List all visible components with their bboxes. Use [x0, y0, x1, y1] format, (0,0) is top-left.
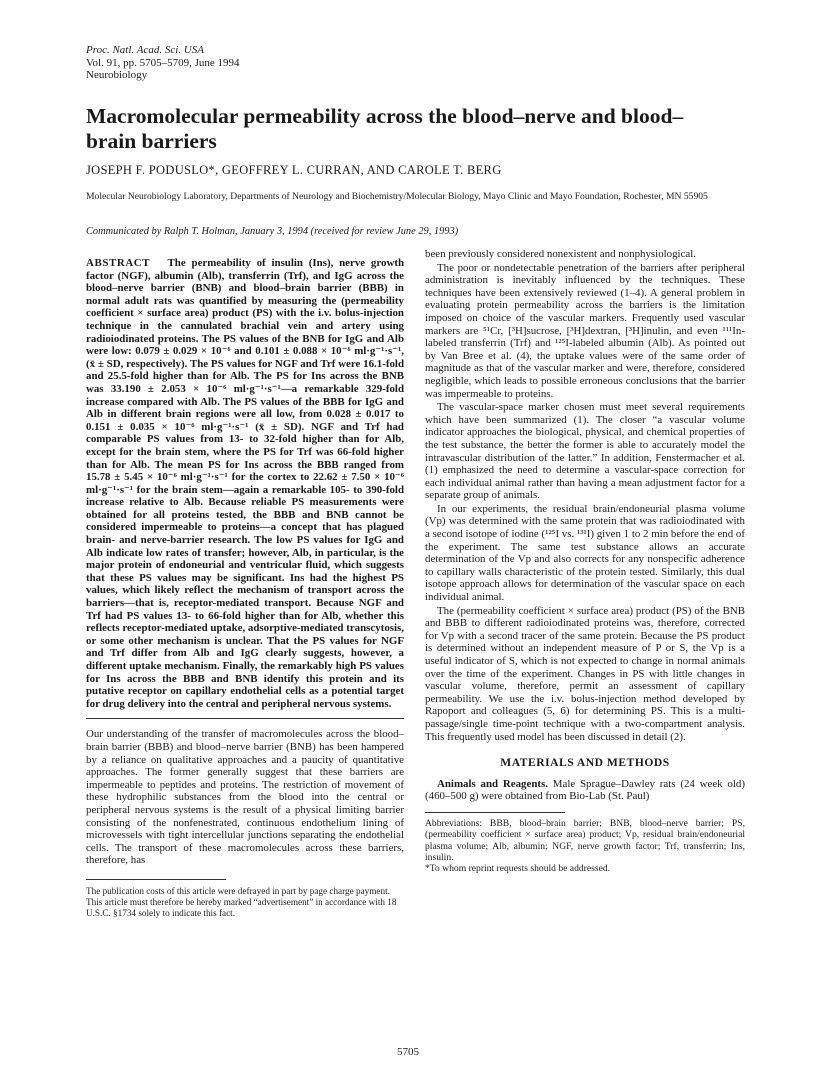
- correspondence-footnote: *To whom reprint requests should be addressed.: [425, 863, 611, 875]
- intro-paragraph-1-continued: been previously considered nonexistent and nonphysiological.: [425, 248, 696, 260]
- page-number: 5705: [397, 1046, 419, 1058]
- abstract: [86, 257, 404, 710]
- publication-costs-footnote: The publication costs of this article were defrayed in part by page charge payment. This article must therefore be hereby marked “advertisement” in accordance with 18 U.S.C. §1734 solely to indicate this fact.: [86, 885, 397, 918]
- abbreviation-divider: [425, 812, 565, 813]
- journal-volume-line: Vol. 91, pp. 5705–5709, June 1994: [86, 56, 240, 69]
- journal-name: Proc. Natl. Acad. Sci. USA: [86, 44, 204, 56]
- methods-heading: MATERIALS AND METHODS: [500, 756, 670, 770]
- intro-paragraph-3: The vascular-space marker chosen must meet several requirements which have been summarized (1). The closer “a vascular volume indicator approaches the biological, physical, and chemical properties of the test substance, the better the former is able to accurately model the intravascular distribution of the latter.” In addition, Fenstermacher et al. (1) emphasized the need to determine a vascular-space correction for each individual animal rather than having a mean adjustment factor for a separate group of animals.: [425, 401, 745, 502]
- abstract-text: The permeability of insulin (Ins), nerve growth factor (NGF), albumin (Alb), transferrin (Trf), and IgG across the blood–nerve barrier (BNB) and blood–brain barrier (BBB) in normal adult rats was quantified by measuring the (permeability coefficient × surface area) product (PS) with the i.v. bolus-injection technique in the cannulated brachial vein and artery using radioiodinated proteins. The PS values of the BNB for IgG and Alb were low: 0.079 ± 0.029 × 10⁻⁶ and 0.101 ± 0.088 × 10⁻⁶ ml·g⁻¹·s⁻¹, (x̄ ± SD, respectively). The PS values for NGF and Trf were 16.1-fold and 25.5-fold higher than for Alb. The PS for Ins across the BNB was 33.190 ± 2.053 × 10⁻⁶ ml·g⁻¹·s⁻¹—a remarkable 329-fold increase compared with Alb. The PS values of the BBB for IgG and Alb in different brain regions were all low, from 0.028 ± 0.017 to 0.151 ± 0.035 × 10⁻⁶ ml·g⁻¹·s⁻¹ (x̄ ± SD). NGF and Trf had comparable PS values from 13- to 32-fold higher than for Alb, except for the brain stem, where the PS for Trf was 66-fold higher than for Alb. The mean PS for Ins across the BBB ranged from 15.78 ± 5.45 × 10⁻⁶ ml·g⁻¹·s⁻¹ for the cortex to 22.62 ± 7.50 × 10⁻⁶ ml·g⁻¹·s⁻¹ for the brain stem—again a remarkable 105- to 390-fold increase relative to Alb. Because reliable PS measurements were obtained for all proteins tested, the BBB and BNB cannot be considered impermeable to proteins—a concept that has plagued brain- and nerve-barrier research. The low PS values for IgG and Alb indicate low rates of transfer; however, Alb, in particular, is the major protein of endoneurial and ventricular fluid, which suggests that these PS values may be significant. Ins had the highest PS values, which likely reflect the mechanism of transport across the barriers—that is, receptor-mediated transport. Because NGF and Trf had PS values 13- to 66-fold higher than for Alb, whether this reflects receptor-mediated uptake, adsorptive-mediated transcytosis, or some other mechanism is unclear. That the PS values for NGF and Trf differ from Alb and IgG clearly suggests, however, a different uptake mechanism. Finally, the remarkably high PS values for Ins across the BBB and BNB identify this protein and its putative receptor on capillary endothelial cells as a potential target for drug delivery into the central and peripheral nervous systems.: [86, 257, 404, 710]
- intro-paragraph-4: In our experiments, the residual brain/endoneurial plasma volume (Vp) was determined with the same protein that was radioiodinated with a second isotope of iodine (¹²⁵I vs. ¹³¹I) given 1 to 2 min before the end of the experiment. The same test substance allows an accurate determination of the Vp and also corrects for any nonspecific adherence to capillary walls characteristic of the protein tested. Similarly, this dual isotope approach allows for determination of the vascular space on each individual animal.: [425, 502, 745, 604]
- abstract-heading: ABSTRACT: [86, 257, 151, 269]
- methods-text: Male Sprague–Dawley rats (24 week old) (460–500 g) were obtained from Bio-Lab (St. Paul): [425, 777, 745, 803]
- journal-section: Neurobiology: [86, 69, 148, 81]
- intro-paragraph-2: The poor or nondetectable penetration of the barriers after peripheral administration is inevitably influenced by the techniques. These techniques have been extensively reviewed (1–4). A general problem in evaluating protein permeability across the barriers is the limitation imposed on choice of the vascular markers. Frequently used vascular markers are ⁵¹Cr, [³H]sucrose, [³H]dextran, [³H]inulin, and even ¹¹¹In-labeled transferrin (Trf) and ¹²⁵I-labeled albumin (Alb). As pointed out by Van Bree et al. (4), the uptake values were of the same order of magnitude as that of the vascular marker and were, therefore, considered negligible, which leads to possible erroneous conclusions that the barrier was impermeable to proteins.: [425, 261, 745, 400]
- methods-paragraph: [425, 778, 745, 803]
- right-column: [425, 248, 745, 874]
- abstract-divider: [86, 718, 404, 719]
- footnote-divider: [86, 879, 226, 880]
- affiliation: Molecular Neurobiology Laboratory, Departments of Neurology and Biochemistry/Molecular Biology, Mayo Clinic and Mayo Foundation, Rochester, MN 55905: [86, 191, 708, 202]
- communicated-by: Communicated by Ralph T. Holman, January 3, 1994 (received for review June 29, 1993): [86, 226, 459, 237]
- author-list: JOSEPH F. PODUSLO*, GEOFFREY L. CURRAN, AND CAROLE T. BERG: [86, 163, 502, 177]
- article-title: Macromolecular permeability across the blood–nerve and blood–brain barriers: [86, 104, 684, 153]
- left-column: [86, 257, 404, 919]
- intro-paragraph-1: Our understanding of the transfer of macromolecules across the blood–brain barrier (BBB) and blood–nerve barrier (BNB) has been hampered by a reliance on qualitative approaches and a paucity of quantitative approaches. The former generally suggest that these barriers are impermeable to peptides and proteins. The restriction of movement of these hydrophilic substances from the blood into the central or peripheral nervous systems is the result of a physical limiting barrier consisting of the nonfenestrated, continuous endothelium lining of microvessels with tight intercellular junctions separating the endothelial cells. The transport of these macromolecules across these barriers, therefore, has: [86, 728, 404, 867]
- journal-header: [86, 44, 240, 82]
- abbreviations-footnote: Abbreviations: BBB, blood–brain barrier; BNB, blood–nerve barrier; PS, (permeability coefficient × surface area) product; Vp, residual brain/endoneurial plasma volume; Alb, albumin; NGF, nerve growth factor; Trf, transferrin; Ins, insulin.: [425, 817, 745, 863]
- intro-paragraph-5: The (permeability coefficient × surface area) product (PS) of the BNB and BBB to different radioiodinated proteins was, therefore, corrected for Vp with a second tracer of the same protein. Because the PS product is determined without an independent measure of P or S, the Vp is a useful indicator of S, which is not expected to change in normal animals over the time of the experiment. Changes in PS with little changes in vascular volume, therefore, permit an assessment of capillary permeability. We use the i.v. bolus-injection method developed by Rapoport and colleagues (5, 6) for determining PS. This is a multi-passage/single time-point technique with a two-compartment analysis. This frequently used model has been discussed in detail (2).: [425, 604, 745, 743]
- methods-runin-heading: Animals and Reagents.: [437, 777, 548, 790]
